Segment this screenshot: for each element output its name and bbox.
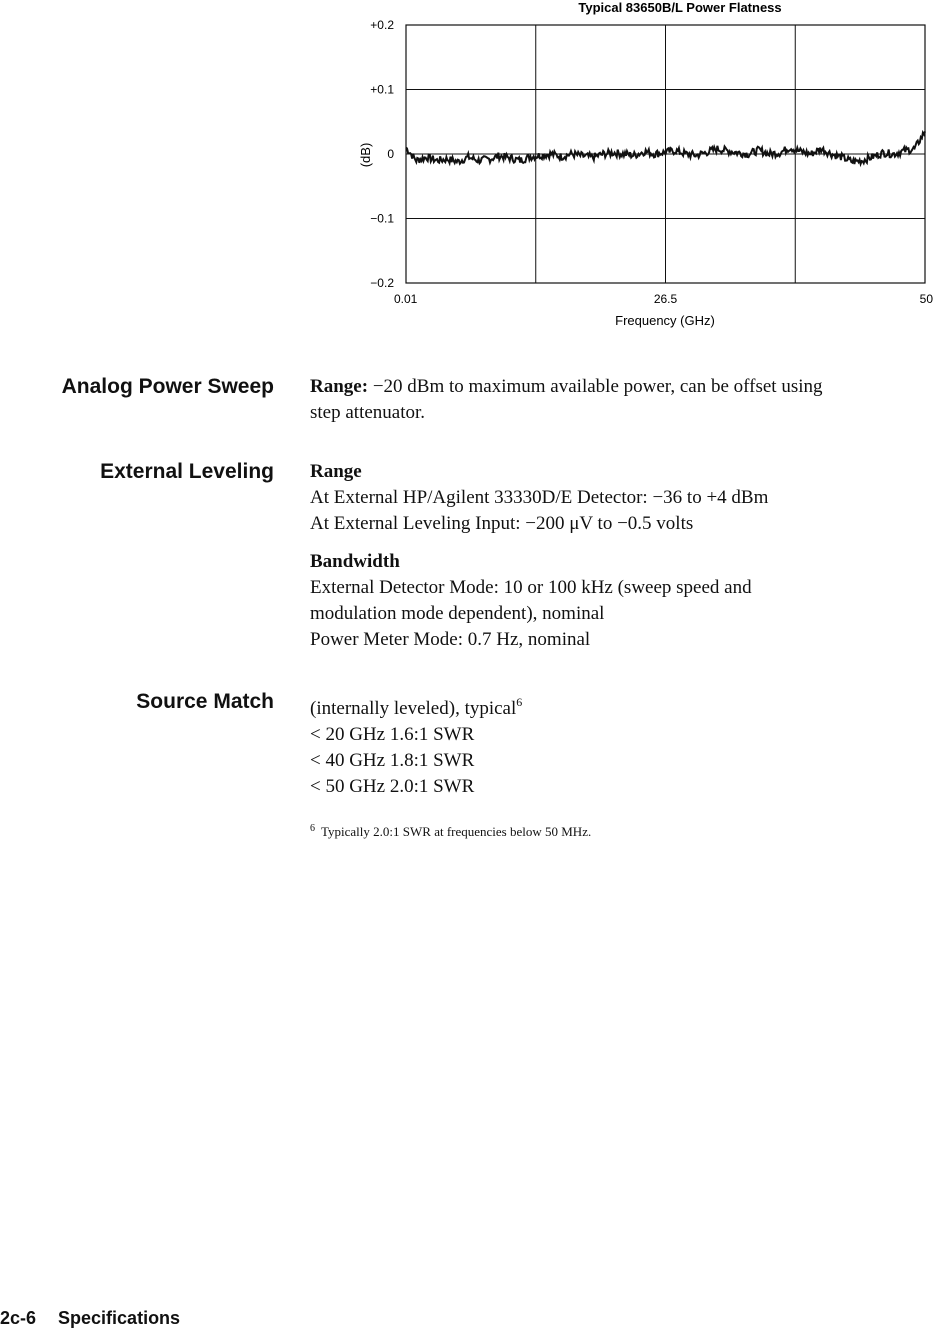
source-match-intro: [310, 689, 950, 722]
footnote-text: Typically 2.0:1 SWR at frequencies below 50 MHz.: [321, 824, 592, 839]
bandwidth-line: Power Meter Mode: 0.7 Hz, nominal: [310, 629, 591, 650]
bandwidth-line: External Detector Mode: 10 or 100 kHz (sweep speed and: [310, 577, 752, 598]
swr-line: < 40 GHz 1.8:1 SWR: [310, 750, 475, 771]
section-heading: External Leveling: [100, 460, 274, 483]
footnote-ref: 6: [516, 695, 523, 709]
chart-svg: [340, 0, 950, 335]
chart-y-label: (dB): [358, 142, 373, 168]
chart-x-label: Frequency (GHz): [615, 313, 715, 328]
range-subheading: Range: [310, 461, 362, 482]
footnote: [310, 816, 950, 845]
y-tick-label: +0.1: [370, 82, 394, 97]
chapter-title: Specifications: [58, 1308, 181, 1328]
bandwidth-line: modulation mode dependent), nominal: [310, 603, 605, 624]
section-body: [310, 374, 950, 426]
power-flatness-chart: [340, 0, 950, 335]
range-label: Range:: [310, 376, 369, 397]
y-tick-label: +0.2: [370, 18, 394, 32]
bandwidth-subheading: Bandwidth: [310, 551, 400, 572]
section-body: [310, 459, 950, 653]
intro-text: (internally leveled), typical: [310, 698, 517, 719]
x-tick-label: 26.5: [653, 292, 678, 306]
page-number: 2c-6: [0, 1308, 37, 1328]
swr-line: < 50 GHz 2.0:1 SWR: [310, 776, 475, 797]
section-heading: Analog Power Sweep: [61, 375, 274, 398]
y-tick-label: −0.2: [370, 276, 394, 290]
section-heading: Source Match: [136, 690, 274, 713]
swr-line: < 20 GHz 1.6:1 SWR: [310, 724, 475, 745]
range-text-cont: step attenuator.: [310, 402, 426, 423]
range-text: −20 dBm to maximum available power, can be offset using: [372, 376, 823, 397]
y-tick-label: −0.1: [370, 211, 394, 226]
range-input-line: At External Leveling Input: −200 μV to −0.5 volts: [310, 513, 694, 534]
x-tick-label: 50: [919, 292, 933, 306]
section-body: [310, 689, 950, 845]
chart-title: Typical 83650B/L Power Flatness: [578, 0, 782, 15]
y-tick-label: 0: [387, 147, 394, 161]
footnote-marker: 6: [310, 823, 315, 834]
page-footer: [0, 1308, 202, 1329]
range-line: [310, 374, 950, 400]
range-detector-line: At External HP/Agilent 33330D/E Detector: −36 to +4 dBm: [310, 487, 769, 508]
x-tick-label: 0.01: [394, 292, 418, 306]
